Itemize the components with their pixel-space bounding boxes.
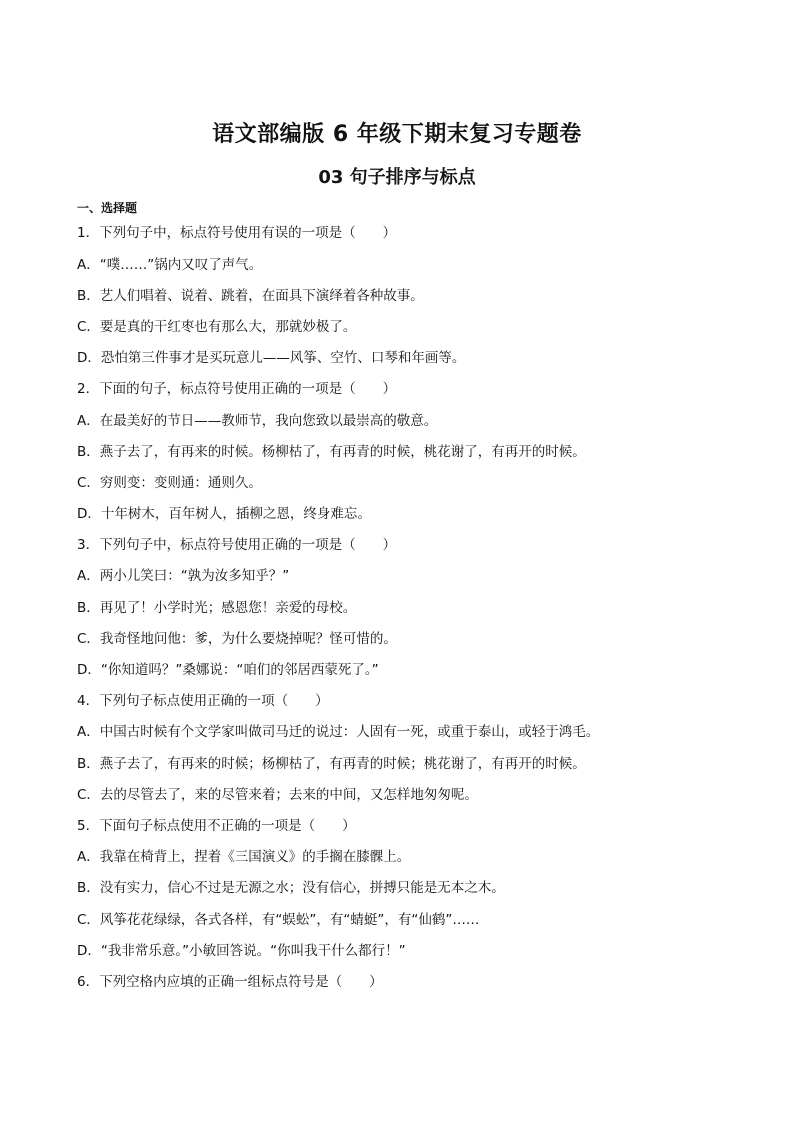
question-5-option-c: C．风筝花花绿绿，各式各样，有“蜈蚣”，有“蜻蜓”，有“仙鹤”…… — [77, 912, 480, 928]
question-4: 4．下列句子标点使用正确的一项（ ） — [77, 693, 329, 709]
page-title: 语文部编版 6 年级下期末复习专题卷 — [212, 122, 582, 147]
question-3: 3．下列句子中，标点符号使用正确的一项是（ ） — [77, 537, 397, 553]
question-1-option-d: D．恐怕第三件事才是买玩意儿——风筝、空竹、口琴和年画等。 — [77, 350, 466, 366]
question-1-option-a: A．“噗……”锅内又叹了声气。 — [77, 257, 263, 273]
question-4-option-a: A．中国古时候有个文学家叫做司马迁的说过：人固有一死，或重于泰山，或轻于鸿毛。 — [77, 724, 600, 740]
question-2-option-c: C．穷则变：变则通：通则久。 — [77, 475, 262, 491]
question-5-option-d: D．“我非常乐意。”小敏回答说。“你叫我干什么都行！” — [77, 943, 406, 959]
question-3-option-a: A．两小儿笑曰：“孰为汝多知乎？” — [77, 568, 290, 584]
question-1-option-b: B．艺人们唱着、说着、跳着，在面具下演绎着各种故事。 — [77, 288, 424, 304]
question-1-option-c: C．要是真的干红枣也有那么大，那就妙极了。 — [77, 319, 357, 335]
question-1: 1．下列句子中，标点符号使用有误的一项是（ ） — [77, 225, 397, 241]
question-2-option-b: B．燕子去了，有再来的时候。杨柳枯了，有再青的时候，桃花谢了，有再开的时候。 — [77, 444, 586, 460]
page-subtitle: 03 句子排序与标点 — [318, 167, 476, 188]
question-2-option-a: A．在最美好的节日——教师节，我向您致以最崇高的敬意。 — [77, 413, 438, 429]
section-heading: 一、选择题 — [77, 201, 138, 215]
question-2: 2．下面的句子，标点符号使用正确的一项是（ ） — [77, 381, 397, 397]
question-5-option-b: B．没有实力，信心不过是无源之水；没有信心，拼搏只能是无本之木。 — [77, 880, 505, 896]
question-3-option-b: B．再见了！小学时光；感恩您！亲爱的母校。 — [77, 600, 357, 616]
question-6: 6．下列空格内应填的正确一组标点符号是（ ） — [77, 974, 383, 990]
question-4-option-b: B．燕子去了，有再来的时候；杨柳枯了，有再青的时候；桃花谢了，有再开的时候。 — [77, 756, 586, 772]
question-2-option-d: D．十年树木，百年树人，插柳之恩，终身难忘。 — [77, 506, 371, 522]
question-3-option-d: D．“你知道吗？”桑娜说：“咱们的邻居西蒙死了。” — [77, 662, 379, 678]
question-4-option-c: C．去的尽管去了，来的尽管来着；去来的中间，又怎样地匆匆呢。 — [77, 787, 478, 803]
question-5: 5．下面句子标点使用不正确的一项是（ ） — [77, 818, 356, 834]
question-3-option-c: C．我奇怪地问他：爹，为什么要烧掉呢？怪可惜的。 — [77, 631, 397, 647]
question-5-option-a: A．我靠在椅背上，捏着《三国演义》的手搁在膝髁上。 — [77, 849, 411, 865]
